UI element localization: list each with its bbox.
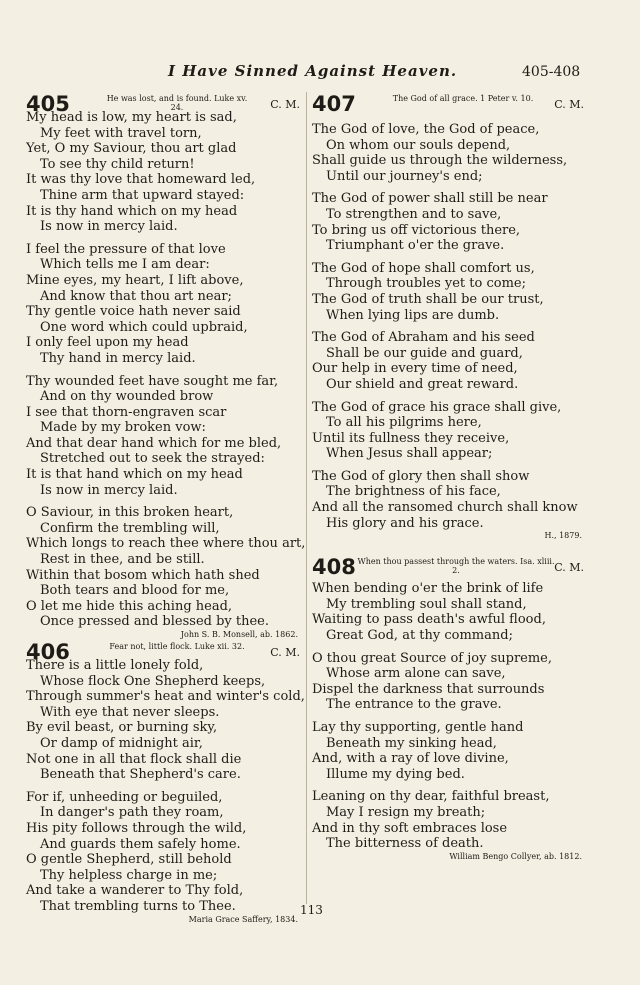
hymn-line: There is a little lonely fold,: [26, 658, 204, 673]
hymn-line: Through troubles yet to come;: [326, 276, 526, 292]
hymn-line: It is thy hand which on my head: [26, 203, 238, 219]
hymn-header: [26, 92, 304, 118]
hymn-line: O Saviour, in this broken heart,: [26, 505, 234, 521]
hymn-line: It was thy love that homeward led,: [26, 172, 256, 188]
spacer: [312, 541, 588, 555]
hymn-line: Is now in mercy laid.: [40, 219, 178, 235]
hymn-line: Is now in mercy laid.: [40, 482, 178, 498]
hymn-line: And guards them safely home.: [40, 836, 241, 852]
hymn-line: The God of Abraham and his seed: [312, 330, 535, 346]
hymn-line: Whose arm alone can save,: [326, 666, 506, 682]
hymn-line: It is that hand which on my head: [26, 467, 243, 483]
hymn-header: [312, 555, 588, 581]
hymn-line: One word which could upbraid,: [40, 319, 248, 335]
hymn-line: Mine eyes, my heart, I lift above,: [26, 272, 244, 288]
hymn-line: Within that bosom which hath shed: [26, 567, 260, 583]
hymn-line: Both tears and blood for me,: [40, 583, 230, 599]
hymn-line: My head is low, my heart is sad,: [26, 110, 237, 125]
hymn-line: Our help in every time of need,: [312, 361, 518, 377]
hymn-author: William Bengo Collyer, ab. 1812.: [449, 851, 582, 861]
hymn-line: Until its fullness they receive,: [312, 430, 510, 446]
hymn-line: And in thy soft embraces lose: [312, 820, 508, 836]
hymn-line: My trembling soul shall stand,: [326, 596, 527, 612]
hymn-line: Whose flock One Shepherd keeps,: [40, 673, 266, 689]
hymn-meter: C. M.: [554, 98, 584, 111]
hymn-line: Waiting to pass death's awful flood,: [312, 612, 546, 628]
hymn-line: With eye that never sleeps.: [40, 704, 220, 720]
hymn-line: My feet with travel torn,: [40, 125, 202, 141]
hymn-line: Thine arm that upward stayed:: [40, 187, 245, 203]
hymn-text: [26, 658, 304, 915]
hymn-epigraph: When thou passest through the waters. Isa. xliii. 2.: [357, 557, 555, 576]
hymn-line: The God of grace his grace shall give,: [312, 399, 562, 415]
hymn-line: And on thy wounded brow: [40, 389, 214, 405]
hymn-line: The God of hope shall comfort us,: [312, 260, 535, 276]
hymn-line: The God of love, the God of peace,: [312, 122, 540, 137]
hymn-line: Not one in all that flock shall die: [26, 751, 242, 767]
hymn-line: Our shield and great reward.: [326, 376, 519, 392]
hymn-line: Until our journey's end;: [326, 168, 483, 184]
hymn-line: To strengthen and to save,: [326, 206, 502, 222]
hymn-line: Once pressed and blessed by thee.: [40, 614, 270, 630]
hymn-line: The God of power shall still be near: [312, 191, 548, 207]
hymn-line: When Jesus shall appear;: [326, 446, 493, 462]
hymn-text: [312, 581, 588, 852]
hymn-line: The bitterness of death.: [326, 836, 484, 852]
hymn-line: Yet, O my Saviour, thou art glad: [26, 141, 237, 157]
hymn-text: [26, 110, 304, 630]
hymn-line: Which longs to reach thee where thou art,: [26, 536, 306, 552]
hymn-line: Leaning on thy dear, faithful breast,: [312, 789, 550, 805]
hymn-line: That trembling turns to Thee.: [40, 898, 236, 914]
hymn-author: Maria Grace Saffery, 1834.: [188, 914, 298, 924]
hymn-line: Confirm the trembling will,: [40, 520, 220, 536]
hymn-407: [312, 92, 588, 541]
hymn-line: O let me hide this aching head,: [26, 598, 233, 614]
hymn-line: Dispel the darkness that surrounds: [312, 681, 545, 697]
hymn-line: Stretched out to seek the strayed:: [40, 451, 265, 467]
hymn-line: Rest in thee, and be still.: [40, 552, 205, 568]
hymn-line: And take a wanderer to Thy fold,: [26, 883, 244, 899]
hymn-range: 405-408: [522, 64, 581, 80]
hymn-text: [312, 122, 588, 531]
hymn-line: To bring us off victorious there,: [312, 222, 521, 238]
hymn-line: Thy gentle voice hath never said: [26, 304, 241, 320]
hymn-epigraph: Fear not, little flock. Luke xii. 32.: [109, 642, 245, 651]
hymn-number: 408: [312, 555, 356, 580]
hymn-line: Or damp of midnight air,: [40, 735, 203, 751]
hymn-line: And that dear hand which for me bled,: [26, 435, 282, 451]
hymn-line: I only feel upon my head: [26, 335, 189, 351]
hymn-line: Thy helpless charge in me;: [40, 867, 218, 883]
hymn-number: 406: [26, 640, 70, 664]
hymn-408: [312, 555, 588, 862]
hymn-line: Illume my dying bed.: [326, 766, 465, 782]
hymn-author: John S. B. Monsell, ab. 1862.: [180, 630, 298, 639]
hymn-header: [312, 92, 588, 118]
hymn-line: Thy wounded feet have sought me far,: [26, 373, 279, 389]
hymn-406: [26, 640, 304, 925]
hymn-line: I see that thorn-engraven scar: [26, 404, 227, 420]
hymn-line: Triumphant o'er the grave.: [326, 238, 505, 254]
hymn-author: H., 1879.: [544, 531, 582, 541]
page-number: 113: [300, 903, 323, 917]
left-column: [26, 92, 304, 925]
hymn-epigraph: The God of all grace. 1 Peter v. 10.: [392, 94, 534, 103]
column-divider: [306, 92, 307, 904]
right-column: [312, 92, 588, 862]
hymn-line: Through summer's heat and winter's cold,: [26, 689, 305, 705]
hymn-line: I feel the pressure of that love: [26, 241, 226, 257]
hymn-meter: C. M.: [554, 561, 584, 575]
hymn-line: The God of truth shall be our trust,: [312, 291, 544, 307]
hymn-line: And, with a ray of love divine,: [312, 751, 509, 767]
hymn-line: His glory and his grace.: [326, 515, 484, 531]
hymn-line: Great God, at thy command;: [326, 628, 513, 644]
hymn-line: To see thy child return!: [40, 156, 195, 172]
hymn-line: By evil beast, or burning sky,: [26, 720, 218, 736]
hymn-line: Beneath that Shepherd's care.: [40, 767, 241, 783]
hymn-line: To all his pilgrims here,: [326, 415, 482, 431]
hymn-line: May I resign my breath;: [326, 804, 486, 820]
hymn-line: In danger's path they roam,: [40, 805, 224, 821]
hymn-epigraph: He was lost, and is found. Luke xv. 24.: [106, 94, 248, 112]
hymn-line: The God of glory then shall show: [312, 468, 530, 484]
hymn-meter: C. M.: [270, 98, 300, 111]
hymn-line: O gentle Shepherd, still behold: [26, 852, 232, 868]
hymn-line: Made by my broken vow:: [40, 420, 206, 436]
hymn-405: [26, 92, 304, 640]
hymn-line: For if, unheeding or beguiled,: [26, 789, 223, 805]
hymn-line: The brightness of his face,: [326, 484, 501, 500]
hymn-header: [26, 640, 304, 666]
hymn-line: Beneath my sinking head,: [326, 735, 497, 751]
hymn-number: 405: [26, 92, 70, 116]
hymn-line: His pity follows through the wild,: [26, 820, 247, 836]
hymn-line: The entrance to the grave.: [326, 697, 502, 713]
hymn-line: When bending o'er the brink of life: [312, 581, 544, 597]
hymn-line: And all the ransomed church shall know: [312, 500, 578, 516]
hymn-line: Shall guide us through the wilderness,: [312, 153, 568, 169]
hymn-line: When lying lips are dumb.: [326, 307, 500, 323]
hymn-line: And know that thou art near;: [40, 288, 232, 304]
hymn-line: O thou great Source of joy supreme,: [312, 650, 553, 666]
hymn-line: On whom our souls depend,: [326, 137, 511, 153]
running-title: I Have Sinned Against Heaven.: [168, 62, 458, 80]
hymn-line: Which tells me I am dear:: [40, 257, 210, 273]
hymn-meter: C. M.: [270, 646, 300, 659]
hymn-line: Thy hand in mercy laid.: [40, 350, 196, 366]
hymn-line: Shall be our guide and guard,: [326, 345, 523, 361]
hymn-number: 407: [312, 92, 356, 116]
hymn-line: Lay thy supporting, gentle hand: [312, 720, 524, 735]
